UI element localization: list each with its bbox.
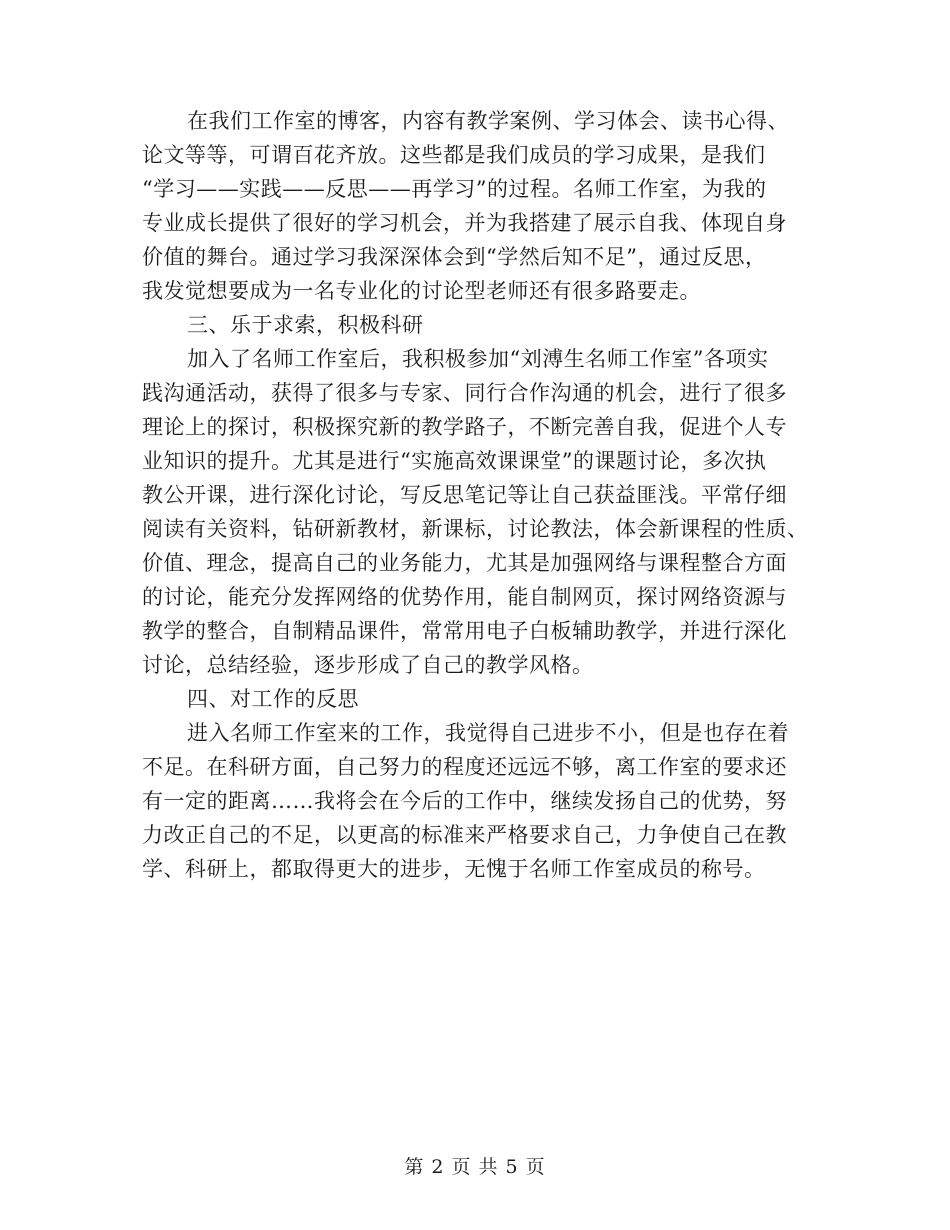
text-line: 理论上的探讨，积极探究新的教学路子，不断完善自我，促进个人专	[142, 415, 787, 439]
text-line: 践沟通活动，获得了很多与专家、同行合作沟通的机会，进行了很多	[142, 381, 787, 405]
text-line: 讨论，总结经验，逐步形成了自己的教学风格。	[142, 653, 594, 677]
text-line: 力改正自己的不足，以更高的标准来严格要求自己，力争使自己在教	[142, 823, 787, 847]
text-line: 的讨论，能充分发挥网络的优势作用，能自制网页，探讨网络资源与	[142, 585, 787, 609]
text-line: 在我们工作室的博客，内容有教学案例、学习体会、读书心得、	[187, 109, 789, 133]
page-number-footer: 第 2 页 共 5 页	[404, 1156, 546, 1178]
text-line: 有一定的距离……我将会在今后的工作中，继续发扬自己的优势，努	[142, 789, 787, 813]
text-line: 论文等等，可谓百花齐放。这些都是我们成员的学习成果，是我们	[142, 143, 766, 167]
text-line: 我发觉想要成为一名专业化的讨论型老师还有很多路要走。	[142, 279, 701, 303]
text-line: “学习——实践——反思——再学习”的过程。名师工作室，为我的	[142, 177, 767, 201]
text-line: 业知识的提升。尤其是进行“实施高效课课堂”的课题讨论，多次执	[142, 449, 767, 473]
text-line: 学、科研上，都取得更大的进步，无愧于名师工作室成员的称号。	[142, 857, 766, 881]
text-line: 价值、理念，提高自己的业务能力，尤其是加强网络与课程整合方面	[142, 551, 787, 575]
text-line: 教学的整合，自制精品课件，常常用电子白板辅助教学，并进行深化	[142, 619, 787, 643]
text-line: 加入了名师工作室后，我积极参加“刘溥生名师工作室”各项实	[187, 347, 769, 371]
text-line: 阅读有关资料，钻研新教材，新课标，讨论教法，体会新课程的性质、	[142, 517, 809, 541]
document-body	[142, 104, 810, 886]
text-line: 专业成长提供了很好的学习机会，并为我搭建了展示自我、体现自身	[142, 211, 787, 235]
section-heading: 三、乐于求索，积极科研	[187, 313, 424, 337]
section-heading: 四、对工作的反思	[187, 687, 359, 711]
text-line: 教公开课，进行深化讨论，写反思笔记等让自己获益匪浅。平常仔细	[142, 483, 787, 507]
text-line: 不足。在科研方面，自己努力的程度还远远不够，离工作室的要求还	[142, 755, 787, 779]
text-line: 进入名师工作室来的工作，我觉得自己进步不小，但是也存在着	[187, 721, 789, 745]
text-line: 价值的舞台。通过学习我深深体会到“学然后知不足”，通过反思，	[142, 245, 767, 269]
